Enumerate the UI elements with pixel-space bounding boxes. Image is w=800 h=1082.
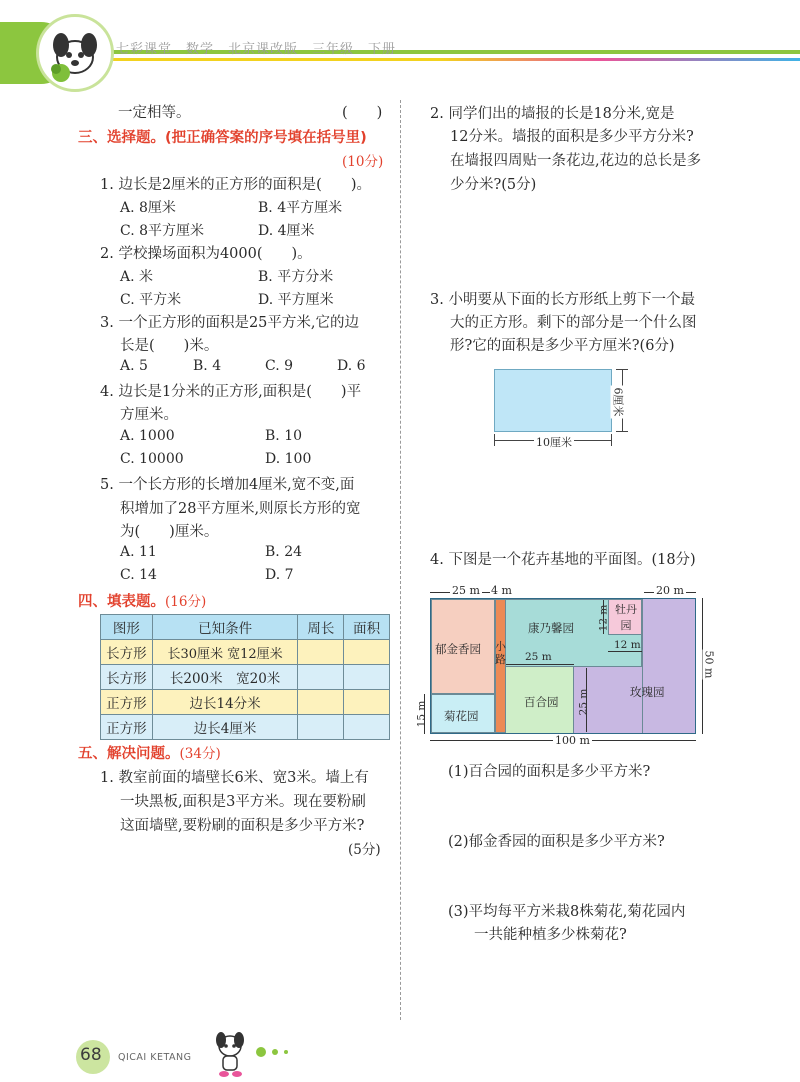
table-cell-shape: 正方形 bbox=[101, 715, 153, 740]
q3-3-option-c: C. 9 bbox=[265, 358, 294, 374]
table-cell-area[interactable] bbox=[344, 715, 390, 740]
footer-dot-small bbox=[284, 1050, 288, 1054]
q5-2-line2: 12分米。墙报的面积是多少平方分米? bbox=[450, 129, 694, 145]
footer-dog-mascot-icon bbox=[210, 1030, 250, 1078]
q3-4-stem-line1: 4. 边长是1分米的正方形,面积是( )平 bbox=[100, 384, 362, 400]
q3-3-option-b: B. 4 bbox=[193, 358, 222, 374]
table-cell-area[interactable] bbox=[344, 640, 390, 665]
q3-5-stem-line3: 为( )厘米。 bbox=[120, 524, 219, 540]
table-header-cell: 周长 bbox=[298, 615, 344, 640]
q3-2-stem: 2. 学校操场面积为4000( )。 bbox=[100, 246, 312, 262]
table-cell-shape: 长方形 bbox=[101, 665, 153, 690]
paper-rectangle bbox=[494, 369, 612, 432]
prev-question-tail: 一定相等。 bbox=[118, 105, 191, 121]
section-5-score: (34分) bbox=[179, 746, 221, 762]
q5-1-line1: 1. 教室前面的墙壁长6米、宽3米。墙上有 bbox=[100, 770, 369, 786]
q5-1-line3: 这面墙壁,要粉刷的面积是多少平方米? bbox=[120, 818, 365, 834]
q3-1-option-c: C. 8平方厘米 bbox=[120, 223, 205, 239]
q5-3-line1: 3. 小明要从下面的长方形纸上剪下一个最 bbox=[430, 292, 695, 308]
garden-path bbox=[495, 599, 506, 733]
garden-rose bbox=[642, 599, 695, 733]
height-tick-bottom bbox=[616, 431, 628, 432]
table-cell-condition: 长200米 宽20米 bbox=[152, 665, 298, 690]
dim-inner-25m: 25 m bbox=[525, 651, 552, 663]
dim-left-15m: 15 m bbox=[415, 700, 428, 728]
table-row bbox=[101, 665, 390, 690]
height-label: 6厘米 bbox=[611, 387, 625, 417]
table-row bbox=[101, 640, 390, 665]
q3-1-option-d: D. 4厘米 bbox=[258, 223, 315, 239]
table-cell-perimeter[interactable] bbox=[298, 640, 344, 665]
dim-bottom-100m: 100 m bbox=[555, 734, 590, 747]
q5-4-sub2: (2)郁金香园的面积是多少平方米? bbox=[448, 834, 665, 850]
table-header-cell: 图形 bbox=[101, 615, 153, 640]
width-tick-left bbox=[494, 434, 495, 446]
table-row bbox=[101, 715, 390, 740]
q3-4-option-d: D. 100 bbox=[265, 451, 312, 467]
q3-5-option-b: B. 24 bbox=[265, 544, 303, 560]
q5-2-line3: 在墙报四周贴一条花边,花边的总长是多 bbox=[450, 153, 702, 169]
q5-4-sub3-line2: 一共能种植多少株菊花? bbox=[474, 927, 627, 943]
dim-right-50m: 50 m bbox=[702, 650, 716, 679]
section-5-title bbox=[78, 742, 221, 766]
garden-tulip-label: 郁金香园 bbox=[435, 642, 481, 656]
q3-5-stem-line2: 积增加了28平方厘米,则原长方形的宽 bbox=[120, 501, 361, 517]
table-cell-condition: 边长4厘米 bbox=[152, 715, 298, 740]
dog-mascot-icon bbox=[39, 17, 111, 89]
width-tick-right bbox=[611, 434, 612, 446]
q3-3-option-a: A. 5 bbox=[120, 358, 148, 374]
garden-lily-label: 百合园 bbox=[524, 695, 559, 709]
q5-4-stem: 4. 下图是一个花卉基地的平面图。(18分) bbox=[430, 552, 696, 568]
footer-dot-large bbox=[256, 1047, 266, 1057]
section-5-title-text: 五、解决问题。 bbox=[78, 746, 180, 762]
q3-5-option-d: D. 7 bbox=[265, 567, 294, 583]
q3-3-stem-line1: 3. 一个正方形的面积是25平方米,它的边 bbox=[100, 315, 360, 331]
dim-inner-12m-hline bbox=[608, 651, 642, 652]
table-cell-shape: 长方形 bbox=[101, 640, 153, 665]
mascot-logo bbox=[36, 14, 114, 92]
q3-1-stem: 1. 边长是2厘米的正方形的面积是( )。 bbox=[100, 177, 371, 193]
q3-4-option-a: A. 1000 bbox=[120, 428, 175, 444]
fill-table bbox=[100, 614, 390, 740]
dim-top-20m: 20 m bbox=[656, 584, 684, 597]
section-4-title-text: 四、填表题。 bbox=[78, 594, 165, 610]
dim-inner-25m-line bbox=[506, 664, 574, 665]
q5-1-line2: 一块黑板,面积是3平方米。现在要粉刷 bbox=[120, 794, 366, 810]
footer-dot-medium bbox=[272, 1049, 278, 1055]
dim-top-4m: 4 m bbox=[491, 584, 512, 597]
table-header-cell: 面积 bbox=[344, 615, 390, 640]
dim-inner-12m-horizontal: 12 m bbox=[614, 639, 641, 651]
header-title: 七彩课堂 数学 北京课改版 三年级 下册 bbox=[116, 42, 397, 57]
q5-2-line4: 少分米?(5分) bbox=[450, 177, 537, 193]
footer-brand: QICAI KETANG bbox=[118, 1052, 192, 1063]
prev-question-paren: ( ) bbox=[342, 105, 383, 121]
q3-2-option-c: C. 平方米 bbox=[120, 292, 182, 308]
q3-5-stem-line1: 5. 一个长方形的长增加4厘米,宽不变,面 bbox=[100, 477, 355, 493]
q5-4-sub1: (1)百合园的面积是多少平方米? bbox=[448, 764, 651, 780]
width-label: 10厘米 bbox=[536, 436, 572, 449]
table-cell-area[interactable] bbox=[344, 690, 390, 715]
q3-4-option-c: C. 10000 bbox=[120, 451, 184, 467]
q5-2-line1: 2. 同学们出的墙报的长是18分米,宽是 bbox=[430, 106, 675, 122]
q3-4-stem-line2: 方厘米。 bbox=[120, 407, 178, 423]
q3-2-option-b: B. 平方分米 bbox=[258, 269, 334, 285]
q3-2-option-d: D. 平方厘米 bbox=[258, 292, 334, 308]
q5-3-line2: 大的正方形。剩下的部分是一个什么图 bbox=[450, 315, 697, 331]
q3-3-stem-line2: 长是( )米。 bbox=[120, 338, 219, 354]
table-header-cell: 已知条件 bbox=[152, 615, 298, 640]
page-number: 68 bbox=[80, 1045, 102, 1065]
section-4-title bbox=[78, 590, 206, 614]
dim-top-25m: 25 m bbox=[452, 584, 480, 597]
q3-3-option-d: D. 6 bbox=[337, 358, 366, 374]
table-cell-perimeter[interactable] bbox=[298, 715, 344, 740]
garden-chrysanthemum-label: 菊花园 bbox=[444, 709, 479, 723]
q5-1-score: (5分) bbox=[348, 842, 381, 858]
dim-inner-25m-vline bbox=[586, 668, 587, 732]
q5-3-line3: 形?它的面积是多少平方厘米?(6分) bbox=[450, 338, 675, 354]
table-row bbox=[101, 690, 390, 715]
q3-2-option-a: A. 米 bbox=[120, 269, 154, 285]
q3-1-option-a: A. 8厘米 bbox=[120, 200, 176, 216]
q3-4-option-b: B. 10 bbox=[265, 428, 303, 444]
garden-rose-label: 玫瑰园 bbox=[630, 685, 665, 699]
q5-4-sub3-line1: (3)平均每平方米栽8株菊花,菊花园内 bbox=[448, 904, 686, 920]
garden-kangnaixin-label: 康乃馨园 bbox=[528, 621, 574, 635]
section-3-title: 三、选择题。(把正确答案的序号填在括号里) bbox=[78, 130, 367, 146]
table-cell-condition: 长30厘米 宽12厘米 bbox=[152, 640, 298, 665]
section-3-score: (10分) bbox=[342, 154, 384, 170]
q3-5-option-c: C. 14 bbox=[120, 567, 157, 583]
garden-path-label: 小路 bbox=[495, 640, 506, 666]
q3-1-option-b: B. 4平方厘米 bbox=[258, 200, 343, 216]
table-header-row bbox=[101, 615, 390, 640]
table-cell-area[interactable] bbox=[344, 665, 390, 690]
header-stripe-yellow bbox=[0, 58, 800, 61]
garden-peony-label: 牡丹园 bbox=[615, 603, 637, 632]
height-tick-top bbox=[616, 369, 628, 370]
dim-inner-25m-vertical: 25 m bbox=[577, 688, 590, 716]
table-cell-perimeter[interactable] bbox=[298, 690, 344, 715]
table-cell-shape: 正方形 bbox=[101, 690, 153, 715]
dim-inner-12m-vline bbox=[603, 600, 604, 634]
column-divider bbox=[400, 100, 401, 1020]
table-cell-condition: 边长14分米 bbox=[152, 690, 298, 715]
section-4-score: (16分) bbox=[165, 594, 207, 610]
dim-inner-12m-vertical: 12 m bbox=[597, 604, 610, 632]
table-cell-perimeter[interactable] bbox=[298, 665, 344, 690]
q3-5-option-a: A. 11 bbox=[120, 544, 157, 560]
